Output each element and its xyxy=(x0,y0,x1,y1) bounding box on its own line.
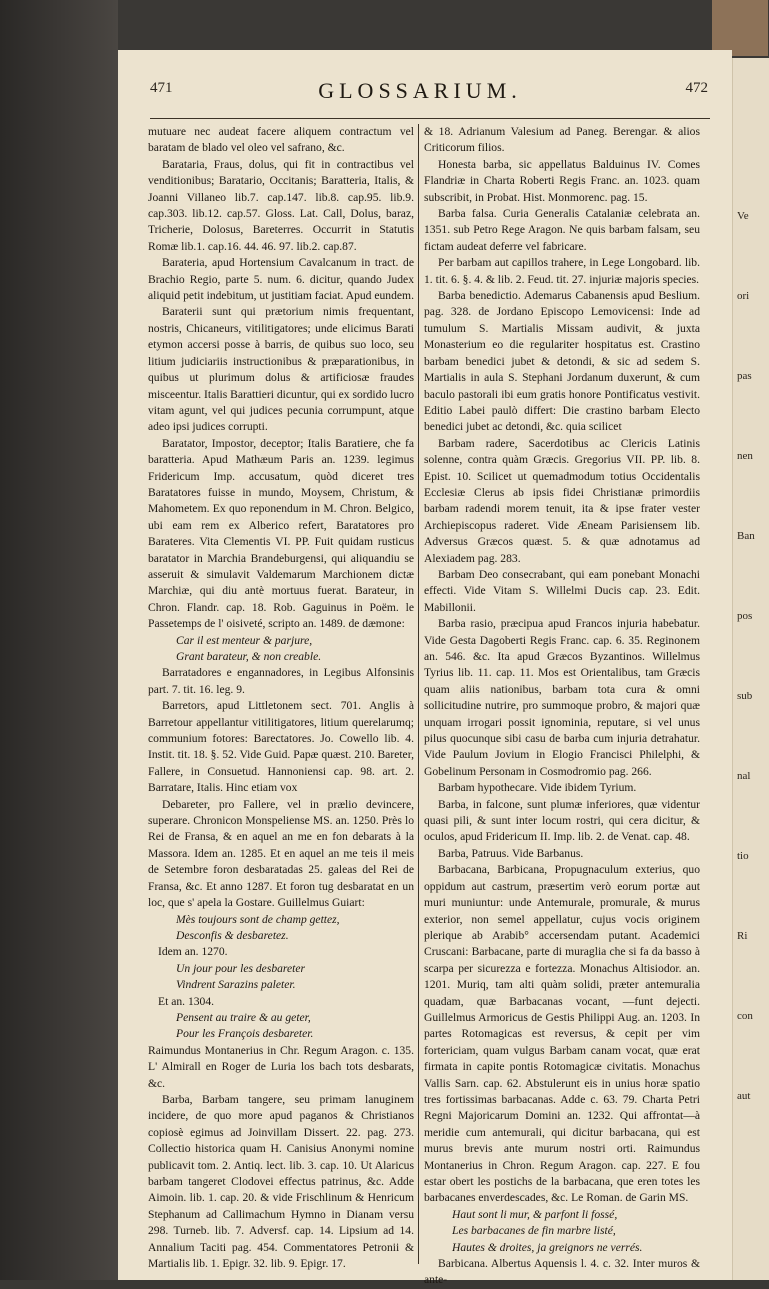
paragraph: Hautes & droites, ja greignors ne verrés. xyxy=(452,1240,643,1254)
paragraph: Pour les François desbareter. xyxy=(176,1027,314,1041)
column-divider xyxy=(418,124,419,1264)
facing-page-fragment: Ve xyxy=(737,210,749,222)
paragraph: Un jour pour les desbareter xyxy=(176,961,306,975)
facing-page-fragment: aut xyxy=(737,1090,751,1102)
paragraph: Barratadores e engannadores, in Legibus Alfonsinis part. 7. tit. 16. leg. 9. xyxy=(148,666,414,696)
paragraph: Barretors, apud Littletonem sect. 701. Anglis à Barretour appellantur vitilitigatores, litium querelarumq; communium fotores: Barectatores. Jo. Cowello lib. 4. Instit. tit. 18. §. 52. Vide Guid. Papæ quæst. 210. Bareter, Fallere, in Consuetud. Hannoniensi cap. 98. art. 2. Barratare, Italis. Hinc etiam vox xyxy=(148,699,414,795)
facing-page-fragment: sub xyxy=(737,690,753,702)
paragraph: Barba benedictio. Ademarus Cabanensis apud Beslium. pag. 328. de Jordano Episcopo Lemovicensi: Inde ad tumulum S. Martialis Missam audivit, & juxta Monasterium eo die regulariter hospitatus est. Crastino barbam benedici jubet & detondi, & sic ad sedem S. Martialis in aula S. Stephani Jordanum duxerunt, & cum baculo pastorali ibi eum gratis honore Pontificatus vestivit. Editio Labei paulò differt: Die crastino barbam Electo benedici jubet ac detondi, &c. quia scilicet xyxy=(424,289,700,434)
paragraph: Debareter, pro Fallere, vel in prælio devincere, superare. Chronicon Monspeliense MS. an. 1250. Près lo Rei de Fransa, & en aquel an me en fon debarats à la Massora. Idem an. 1285. Et en aquel an me teis il meis de Setembre foron desbaratadas 25. galeas del Rei de Fransa, &c. Et anno 1287. Et foron tug desbaratat en un loc, que s' apela la Gostare. Guillelmus Guiart: xyxy=(148,797,414,910)
paragraph: Desconfis & desbaretez. xyxy=(176,928,289,942)
paragraph: Baraterii sunt qui prætorium nimis frequentant, nostris, Chicaneurs, vitilitigatores; unde elicimus Barati etymon accersi posse à barris, de quibus suo loco, seu litium judiciariis instructionibus & præparationibus, in quibus ut plurimum dolus & artificiosæ fraudes misceentur. Italis Barattieri dicuntur, qui ex sordido lucro vitam agunt, vel qui judices pecunia corrumpunt, atque adeo ipsi judices corrupti. xyxy=(148,305,414,434)
header-rule xyxy=(150,118,710,119)
facing-page-fragment: tio xyxy=(737,850,749,862)
paragraph: Pensent au traire & au geter, xyxy=(176,1010,311,1024)
running-title: GLOSSARIUM. xyxy=(318,78,522,103)
facing-page-fragment: Ri xyxy=(737,930,748,942)
right-column xyxy=(424,124,700,1287)
facing-page-fragment: pas xyxy=(737,370,752,382)
binding-corner xyxy=(712,0,768,56)
paragraph: Vindrent Sarazins paleter. xyxy=(176,978,296,992)
paragraph: Barataria, Fraus, dolus, qui fit in contractibus vel venditionibus; Baratario, Occitanis; Baratteria, Italis, & Joanni Villaneo lib.7. cap.147. lib.8. cap.95. lib.9. cap.303. lib.12. cap.57. Gloss. Lat. Call, Dolus, baraz, Tricherie, Dolosus, Bareterres. Occurrit in Statutis Romæ lib.1. cap.16. 44. 46. 97. lib.2. cap.87. xyxy=(148,157,414,253)
background-left-margin xyxy=(0,0,118,1280)
paragraph: mutuare nec audeat facere aliquem contractum vel baratam de blado vel oleo vel safrano, &c. xyxy=(148,125,414,155)
paragraph: Barbam hypothecare. Vide ibidem Tyrium. xyxy=(438,781,637,795)
page-number-left: 471 xyxy=(150,80,173,96)
paragraph: Idem an. 1270. xyxy=(158,945,228,959)
paragraph: Barateria, apud Hortensium Cavalcanum in tract. de Brachio Regio, parte 5. num. 6. dicitur, quando Judex aliquid petit indebitum, ut justitiam faciat. Apud eundem. xyxy=(148,256,414,303)
paragraph: Barba, Patruus. Vide Barbanus. xyxy=(438,846,584,860)
paragraph: Barbicana. Albertus Aquensis l. 4. c. 32. Inter muros & ante- xyxy=(424,1257,700,1287)
page-number-right: 472 xyxy=(685,80,708,96)
paragraph: Per barbam aut capillos trahere, in Lege Longobard. lib. 1. tit. 6. §. 4. & lib. 2. Feud. tit. 27. injuriæ majoris species. xyxy=(424,256,700,286)
paragraph: Les barbacanes de fin marbre listé, xyxy=(452,1224,616,1238)
paragraph: Barbacana, Barbicana, Propugnaculum exterius, quo oppidum aut castrum, præsertim verò eorum portæ aut muri muniuntur: unde Antemurale, promurale, & murus exterior, non semel appellatur, cujus vocis originem plerique ab Arabib° accersendam putant. Academici Cruscani: Barbacane, parte di muraglia che si fa da basso à scarpa per sicurezza e fortezza. Monachus Altisiodor. an. 1201. Muriq, tam alti quàm solidi, præter antemuralia quadam, quæ Barbacanas vocant, —funt dejecti. Guillelmus Armoricus de Gestis Philippi Aug. an. 1203. In partes Rotomagicas est reversus, & cepit per vim fortericiam, quam vulgus Barbam canam vocat, quæ erat firmata in capite pontis Rotomagicæ civitatis. Monachus Vallis Sarn. cap. 62. Abstulerunt eis in unius horæ spatio tres fortissimas barbacanas. Adde c. 63. 79. Charta Petri Regni Majoricarum Domini an. 1232. Qui affrontat—à meridie cum antemurali, qui dicitur barbacana, qui est murus brevis ante murum nostri orti. Raimundus Montanerius in Chron. Regum Aragon. cap. 227. E fou estar obert les postichs de la barbacana, que eren totes les barbacanes enverdescades, &c. Le Roman. de Garin MS. xyxy=(424,863,700,1205)
paragraph: Barbam Deo consecrabant, qui eam ponebant Monachi effecti. Vide Vitam S. Willelmi Ducis cap. 23. Edit. Mabillonii. xyxy=(424,567,700,614)
paragraph: Haut sont li mur, & parfont li fossé, xyxy=(452,1207,618,1221)
paragraph: Barba, in falcone, sunt plumæ inferiores, quæ videntur quasi pili, & sunt inter locum rostri, qui cera dicitur, & oculos, apud Fridericum II. Imp. lib. 2. de Venat. cap. 48. xyxy=(424,797,700,844)
paragraph: Raimundus Montanerius in Chr. Regum Aragon. c. 135. L' Almirall en Roger de Luria los bach tots desbarats, &c. xyxy=(148,1043,414,1090)
paragraph: Barbam radere, Sacerdotibus ac Clericis Latinis solenne, contra quàm Græcis. Gregorius VII. PP. lib. 8. Epist. 10. Scilicet ut quemadmodum totius Occidentalis Ecclesiæ Clerus ab ipsis fidei Christianæ primordiis barbam radendi morem tenuit, ita & ipse frater vester Archiepiscopus raderet. Vide Æneam Parisiensem lib. Adversus Græcos quæst. 5. & quæ adnotamus ad Alexiadem pag. 283. xyxy=(424,436,700,565)
facing-page-fragment: nal xyxy=(737,770,751,782)
facing-page-fragment: Ban xyxy=(737,530,755,542)
facing-page-fragment: con xyxy=(737,1010,753,1022)
book-page xyxy=(118,50,732,1287)
left-column xyxy=(148,124,414,1274)
facing-page-fragment: nen xyxy=(737,450,753,462)
paragraph: Honesta barba, sic appellatus Balduinus IV. Comes Flandriæ in Charta Roberti Regis Franc. an. 1023. quam subscribit, in Probat. Hist. Monmorenc. pag. 15. xyxy=(424,157,700,204)
paragraph: Et an. 1304. xyxy=(158,994,215,1008)
running-header xyxy=(150,76,708,116)
paragraph: Barba rasio, præcipua apud Francos injuria habebatur. Vide Gesta Dagoberti Regis Franc. cap. 6. 35. Reginonem an. 546. &c. Ita apud Græcos Byzantinos. Willelmus Tyrius lib. 11. cap. 11. Mos est Orientalibus, tam Græcis quam aliis nationibus, barbam tota cura & omni sollicitudine nutrire, pro summoque probro, & majori quæ unquam irrogari possit ignominia, reputare, si vel unus pilus quocunque sibi casu de barba cum injuria detrahatur. Vide Paulum Jovium in Elogio Francisci Philelphi, & Gobelinum Personam in Cosmodromio pag. 266. xyxy=(424,617,700,778)
paragraph: Barba, Barbam tangere, seu primam lanuginem incidere, de quo more apud paganos & Christianos copiosè egimus ad Joinvillam Dissert. 22. pag. 273. Collectio historica quam H. Canisius Anonymi nomine publicavit tom. 2. Antiq. lect. lib. 3. cap. 10. Ut Alaricus barbam tangeret Clodovei effectus patrinus, &c. Adde Aimoin. lib. 1. cap. 20. & vide Frischlinum & Henricum Stephanum ad Callimachum Hymno in Dianam versu 298. Turneb. lib. 7. Adversf. cap. 14. Lipsium ad 14. Annalium Taciti pag. 454. Commentatores Petronii & Martialis lib. 1. Epigr. 32. lib. 9. Epigr. 17. xyxy=(148,1092,414,1271)
paragraph: Mès toujours sont de champ gettez, xyxy=(176,912,340,926)
facing-page-fragment: pos xyxy=(737,610,753,622)
paragraph: Car il est menteur & parjure, xyxy=(176,633,313,647)
paragraph: Grant barateur, & non creable. xyxy=(176,650,322,663)
facing-page-fragment: ori xyxy=(737,290,750,302)
paragraph: & 18. Adrianum Valesium ad Paneg. Berengar. & alios Criticorum filios. xyxy=(424,125,700,155)
facing-page-edge xyxy=(732,58,769,1280)
paragraph: Barba falsa. Curia Generalis Catalaniæ celebrata an. 1351. sub Petro Rege Aragon. Ne quis barbam falsam, seu fictam audeat deferre vel fabricare. xyxy=(424,207,700,253)
paragraph: Baratator, Impostor, deceptor; Italis Baratiere, che fa baratteria. Apud Mathæum Paris an. 1239. legimus Fridericum Imp. accusatum, quòd diceret tres Baratatores fuisse in mundo, Moysem, Christum, & Mahometem. Ex quo reponendum in M. Chron. Belgico, ubi eam rem ex Alberico refert, Baratatores pro Barateres. Vita Clementis VI. PP. Fuit quidam rusticus baratator in Marchia Brandeburgensi, qui aliquandiu se asseruit & simulavit Valdemarum Marchionem dictæ Marchiæ, qui diu antè mortuus fuerat. Barateur, in Chron. Flandr. cap. 18. Rob. Gaguinus in Poëm. le Passetemps de l' oisiveté, scripto an. 1489. de dæmone: xyxy=(148,436,414,631)
